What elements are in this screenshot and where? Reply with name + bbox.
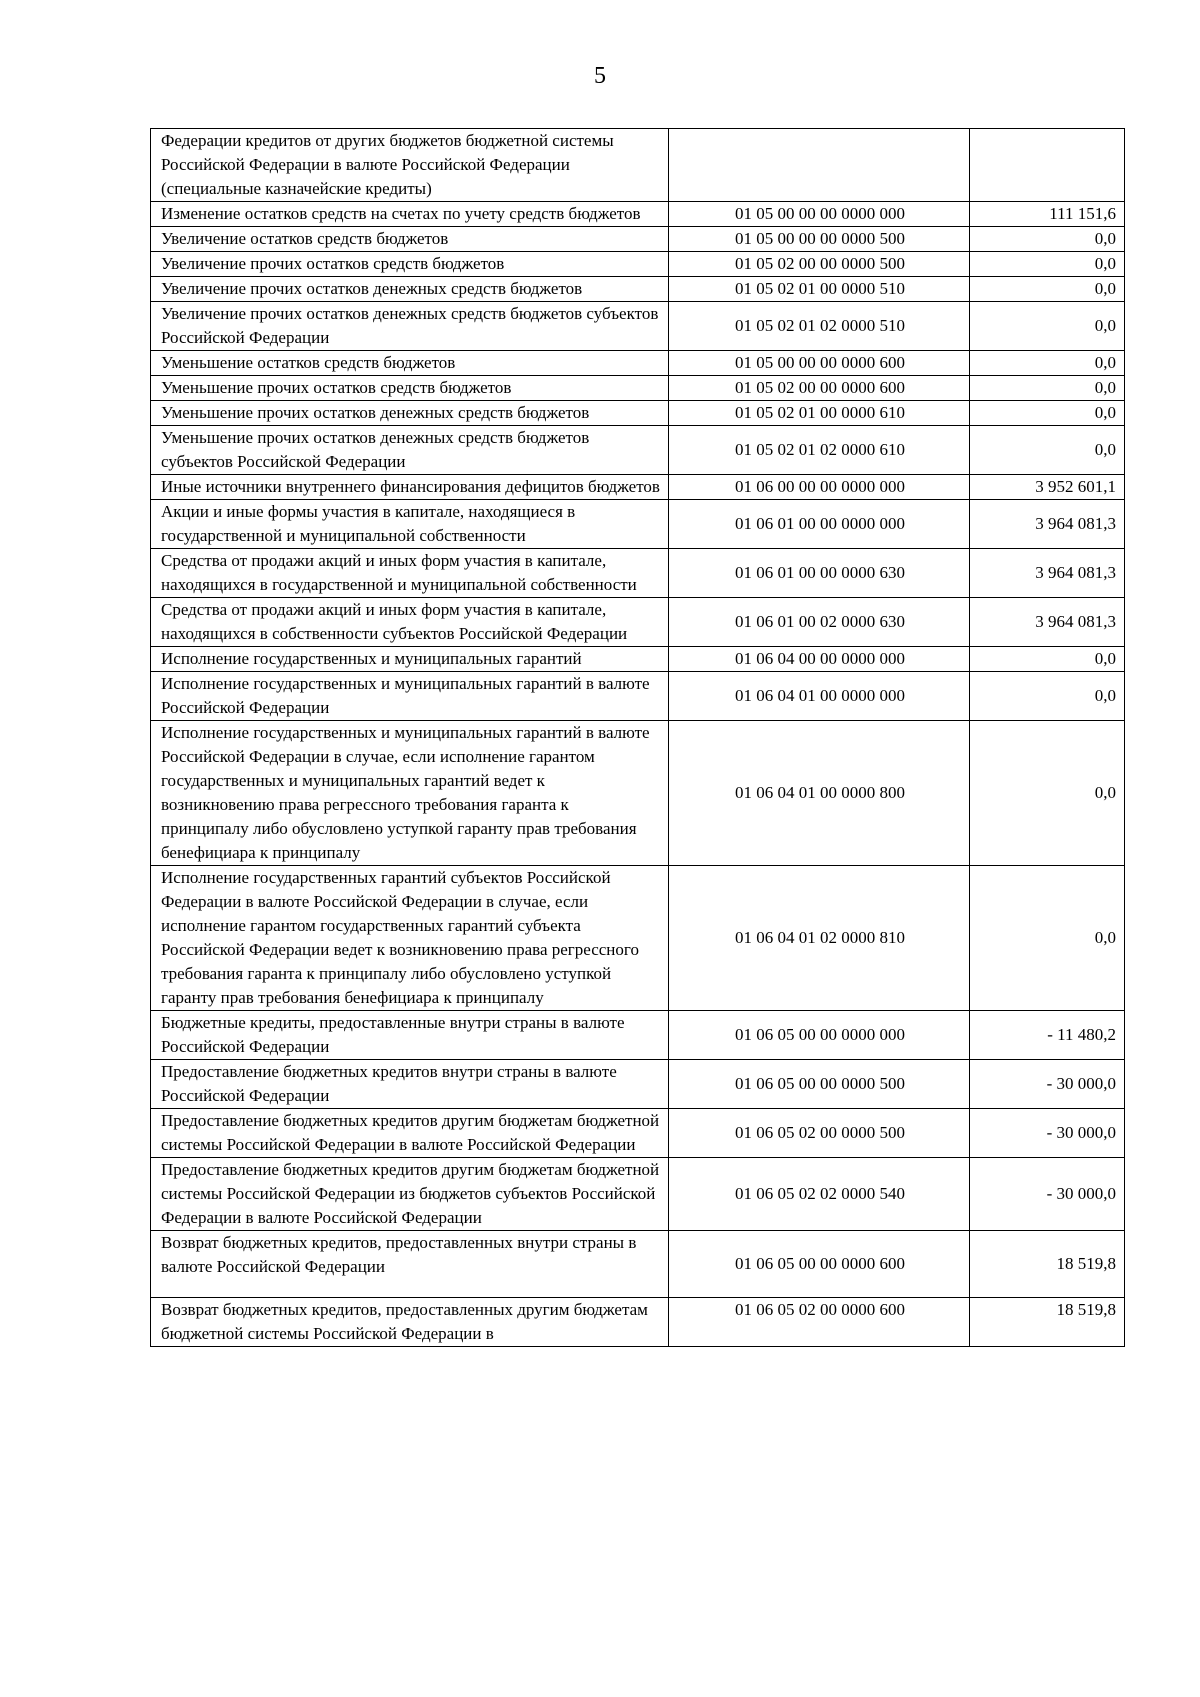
table-row	[151, 475, 1125, 500]
table-row	[151, 426, 1125, 475]
row-amount: 3 964 081,3	[970, 500, 1125, 549]
table-row	[151, 252, 1125, 277]
row-code: 01 06 05 00 00 0000 500	[669, 1060, 970, 1109]
table-row	[151, 1298, 1125, 1347]
row-code: 01 05 00 00 00 0000 000	[669, 202, 970, 227]
table-row	[151, 647, 1125, 672]
row-name: Исполнение государственных и муниципальных гарантий в валюте Российской Федерации	[151, 672, 669, 721]
row-code: 01 05 00 00 00 0000 500	[669, 227, 970, 252]
table-row	[151, 227, 1125, 252]
table-row	[151, 672, 1125, 721]
row-amount: 18 519,8	[970, 1231, 1125, 1298]
table-row	[151, 277, 1125, 302]
row-amount: 0,0	[970, 376, 1125, 401]
row-code: 01 06 05 00 00 0000 600	[669, 1231, 970, 1298]
row-amount: 0,0	[970, 252, 1125, 277]
row-name: Увеличение прочих остатков денежных средств бюджетов субъектов Российской Федерации	[151, 302, 669, 351]
row-code: 01 05 02 00 00 0000 500	[669, 252, 970, 277]
row-amount: - 30 000,0	[970, 1060, 1125, 1109]
row-code: 01 05 02 00 00 0000 600	[669, 376, 970, 401]
row-amount: 0,0	[970, 672, 1125, 721]
row-name: Средства от продажи акций и иных форм участия в капитале, находящихся в собственности субъектов Российской Федерации	[151, 598, 669, 647]
row-amount: 0,0	[970, 227, 1125, 252]
row-name: Уменьшение прочих остатков средств бюджетов	[151, 376, 669, 401]
row-name: Иные источники внутреннего финансирования дефицитов бюджетов	[151, 475, 669, 500]
row-amount: - 30 000,0	[970, 1158, 1125, 1231]
row-amount: 111 151,6	[970, 202, 1125, 227]
table-row	[151, 721, 1125, 866]
table-row	[151, 1060, 1125, 1109]
table-row	[151, 129, 1125, 202]
row-name: Уменьшение прочих остатков денежных средств бюджетов	[151, 401, 669, 426]
row-amount	[970, 129, 1125, 202]
row-code: 01 06 04 00 00 0000 000	[669, 647, 970, 672]
row-amount: 0,0	[970, 426, 1125, 475]
row-name: Исполнение государственных гарантий субъектов Российской Федерации в валюте Российской Федерации в случае, если исполнение гарантом государственных гарантий субъекта Российской Федерации ведет к возникновению права регрессного требования гаранта к принципалу либо обусловлено уступкой гаранту прав требования бенефициара к принципалу	[151, 866, 669, 1011]
table-row	[151, 1109, 1125, 1158]
table-row	[151, 302, 1125, 351]
row-amount: 0,0	[970, 866, 1125, 1011]
row-code: 01 05 00 00 00 0000 600	[669, 351, 970, 376]
budget-sources-table	[150, 128, 1125, 1347]
row-name: Бюджетные кредиты, предоставленные внутри страны в валюте Российской Федерации	[151, 1011, 669, 1060]
row-amount: - 11 480,2	[970, 1011, 1125, 1060]
row-code: 01 06 05 02 00 0000 500	[669, 1109, 970, 1158]
row-code: 01 06 01 00 00 0000 630	[669, 549, 970, 598]
row-code: 01 06 00 00 00 0000 000	[669, 475, 970, 500]
row-code: 01 06 04 01 00 0000 000	[669, 672, 970, 721]
table-row	[151, 401, 1125, 426]
table-row	[151, 598, 1125, 647]
row-name: Уменьшение остатков средств бюджетов	[151, 351, 669, 376]
table-row	[151, 866, 1125, 1011]
table-row	[151, 1158, 1125, 1231]
row-name: Акции и иные формы участия в капитале, находящиеся в государственной и муниципальной собственности	[151, 500, 669, 549]
row-code	[669, 129, 970, 202]
row-name: Федерации кредитов от других бюджетов бюджетной системы Российской Федерации в валюте Российской Федерации (специальные казначейские кредиты)	[151, 129, 669, 202]
row-code: 01 05 02 01 02 0000 610	[669, 426, 970, 475]
row-amount: 3 952 601,1	[970, 475, 1125, 500]
row-name: Увеличение остатков средств бюджетов	[151, 227, 669, 252]
row-name: Предоставление бюджетных кредитов другим бюджетам бюджетной системы Российской Федерации из бюджетов субъектов Российской Федерации в валюте Российской Федерации	[151, 1158, 669, 1231]
table-row	[151, 1231, 1125, 1298]
row-name: Средства от продажи акций и иных форм участия в капитале, находящихся в государственной и муниципальной собственности	[151, 549, 669, 598]
table-row	[151, 549, 1125, 598]
row-name: Изменение остатков средств на счетах по учету средств бюджетов	[151, 202, 669, 227]
table-row	[151, 1011, 1125, 1060]
row-amount: - 30 000,0	[970, 1109, 1125, 1158]
row-amount: 3 964 081,3	[970, 598, 1125, 647]
row-name: Возврат бюджетных кредитов, предоставленных другим бюджетам бюджетной системы Российской Федерации в	[151, 1298, 669, 1347]
row-amount: 0,0	[970, 302, 1125, 351]
row-code: 01 05 02 01 02 0000 510	[669, 302, 970, 351]
table-row	[151, 376, 1125, 401]
row-name: Исполнение государственных и муниципальных гарантий	[151, 647, 669, 672]
page-number: 5	[594, 63, 606, 89]
row-name: Увеличение прочих остатков средств бюджетов	[151, 252, 669, 277]
row-code: 01 05 02 01 00 0000 610	[669, 401, 970, 426]
table-row	[151, 500, 1125, 549]
row-amount: 18 519,8	[970, 1298, 1125, 1347]
row-code: 01 06 05 02 02 0000 540	[669, 1158, 970, 1231]
row-code: 01 06 05 02 00 0000 600	[669, 1298, 970, 1347]
table-row	[151, 202, 1125, 227]
row-name: Увеличение прочих остатков денежных средств бюджетов	[151, 277, 669, 302]
row-amount: 0,0	[970, 647, 1125, 672]
row-amount: 3 964 081,3	[970, 549, 1125, 598]
row-name: Исполнение государственных и муниципальных гарантий в валюте Российской Федерации в случае, если исполнение гарантом государственных и муниципальных гарантий ведет к возникновению права регрессного требования гаранта к принципалу либо обусловлено уступкой гаранту прав требования бенефициара к принципалу	[151, 721, 669, 866]
row-code: 01 06 01 00 00 0000 000	[669, 500, 970, 549]
row-code: 01 06 05 00 00 0000 000	[669, 1011, 970, 1060]
row-code: 01 05 02 01 00 0000 510	[669, 277, 970, 302]
row-name: Предоставление бюджетных кредитов внутри страны в валюте Российской Федерации	[151, 1060, 669, 1109]
row-name: Предоставление бюджетных кредитов другим бюджетам бюджетной системы Российской Федерации в валюте Российской Федерации	[151, 1109, 669, 1158]
row-code: 01 06 01 00 02 0000 630	[669, 598, 970, 647]
row-code: 01 06 04 01 00 0000 800	[669, 721, 970, 866]
row-amount: 0,0	[970, 401, 1125, 426]
row-name: Уменьшение прочих остатков денежных средств бюджетов субъектов Российской Федерации	[151, 426, 669, 475]
row-code: 01 06 04 01 02 0000 810	[669, 866, 970, 1011]
row-name: Возврат бюджетных кредитов, предоставленных внутри страны в валюте Российской Федерации	[151, 1231, 669, 1298]
row-amount: 0,0	[970, 351, 1125, 376]
table-row	[151, 351, 1125, 376]
row-amount: 0,0	[970, 721, 1125, 866]
row-amount: 0,0	[970, 277, 1125, 302]
